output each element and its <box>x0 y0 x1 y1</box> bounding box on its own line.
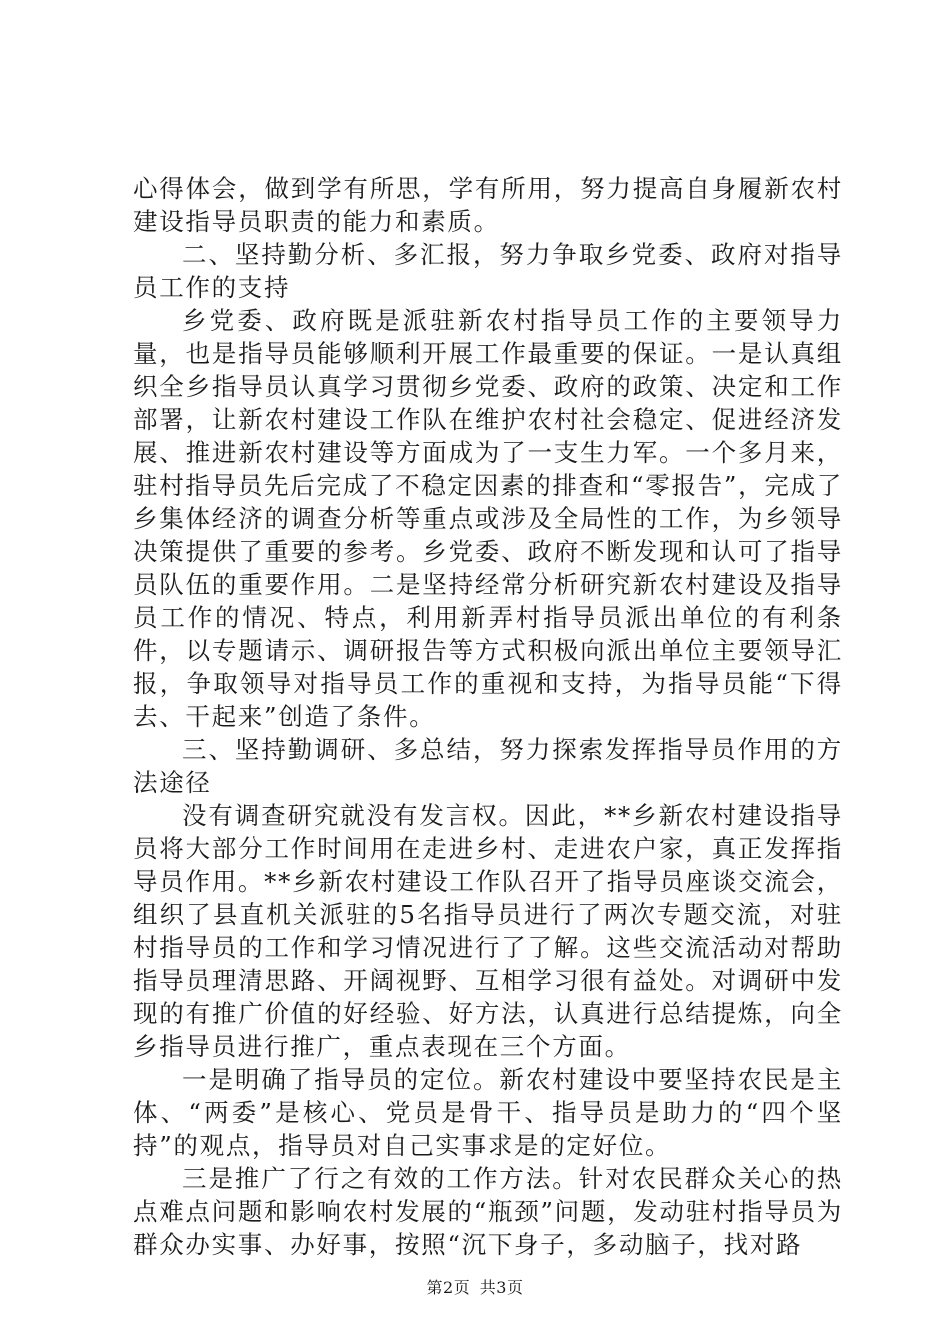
section-heading-3: 三、坚持勤调研、多总结，努力探索发挥指导员作用的方法途径 <box>133 735 843 797</box>
paragraph-6: 一是明确了指导员的定位。新农村建设中要坚持农民是主体、“两委”是核心、党员是骨干、指导员是助力的“四个坚持”的观点，指导员对自己实事求是的定好位。 <box>133 1065 843 1160</box>
paragraph-5: 没有调查研究就没有发言权。因此，**乡新农村建设指导员将大部分工作时间用在走进乡村、走进农户家，真正发挥指导员作用。**乡新农村建设工作队召开了指导员座谈交流会，组织了县直机关派驻的5名指导员进行了两次专题交流，对驻村指导员的工作和学习情况进行了了解。这些交流活动对帮助指导员理清思路、开阔视野、互相学习很有益处。对调研中发现的有推广价值的好经验、好方法，认真进行总结提炼，向全乡指导员进行推广，重点表现在三个方面。 <box>133 801 843 1061</box>
paragraph-3: 乡党委、政府既是派驻新农村指导员工作的主要领导力量，也是指导员能够顺利开展工作最重要的保证。一是认真组织全乡指导员认真学习贯彻乡党委、政府的政策、决定和工作部署，让新农村建设工作队在维护农村社会稳定、促进经济发展、推进新农村建设等方面成为了一支生力军。一个多月来，驻村指导员先后完成了不稳定因素的排查和“零报告”，完成了乡集体经济的调查分析等重点或涉及全局性的工作，为乡领导决策提供了重要的参考。乡党委、政府不断发现和认可了指导员队伍的重要作用。二是坚持经常分析研究新农村建设及指导员工作的情况、特点，利用新弄村指导员派出单位的有利条件，以专题请示、调研报告等方式积极向派出单位主要领导汇报，争取领导对指导员工作的重视和支持，为指导员能“下得去、干起来”创造了条件。 <box>133 306 843 731</box>
paragraph-1: 心得体会，做到学有所思，学有所用，努力提高自身履新农村建设指导员职责的能力和素质。 <box>133 174 843 236</box>
page-total: 共3页 <box>479 1278 524 1297</box>
page-footer <box>0 1275 950 1298</box>
document-body <box>133 172 843 1261</box>
paragraph-7: 三是推广了行之有效的工作方法。针对农民群众关心的热点难点问题和影响农村发展的“瓶颈”问题，发动驻村指导员为群众办实事、办好事，按照“沉下身子，多动脑子，找对路 <box>133 1164 843 1259</box>
section-heading-2: 二、坚持勤分析、多汇报，努力争取乡党委、政府对指导员工作的支持 <box>133 240 843 302</box>
page-number: 第2页 <box>426 1278 471 1297</box>
